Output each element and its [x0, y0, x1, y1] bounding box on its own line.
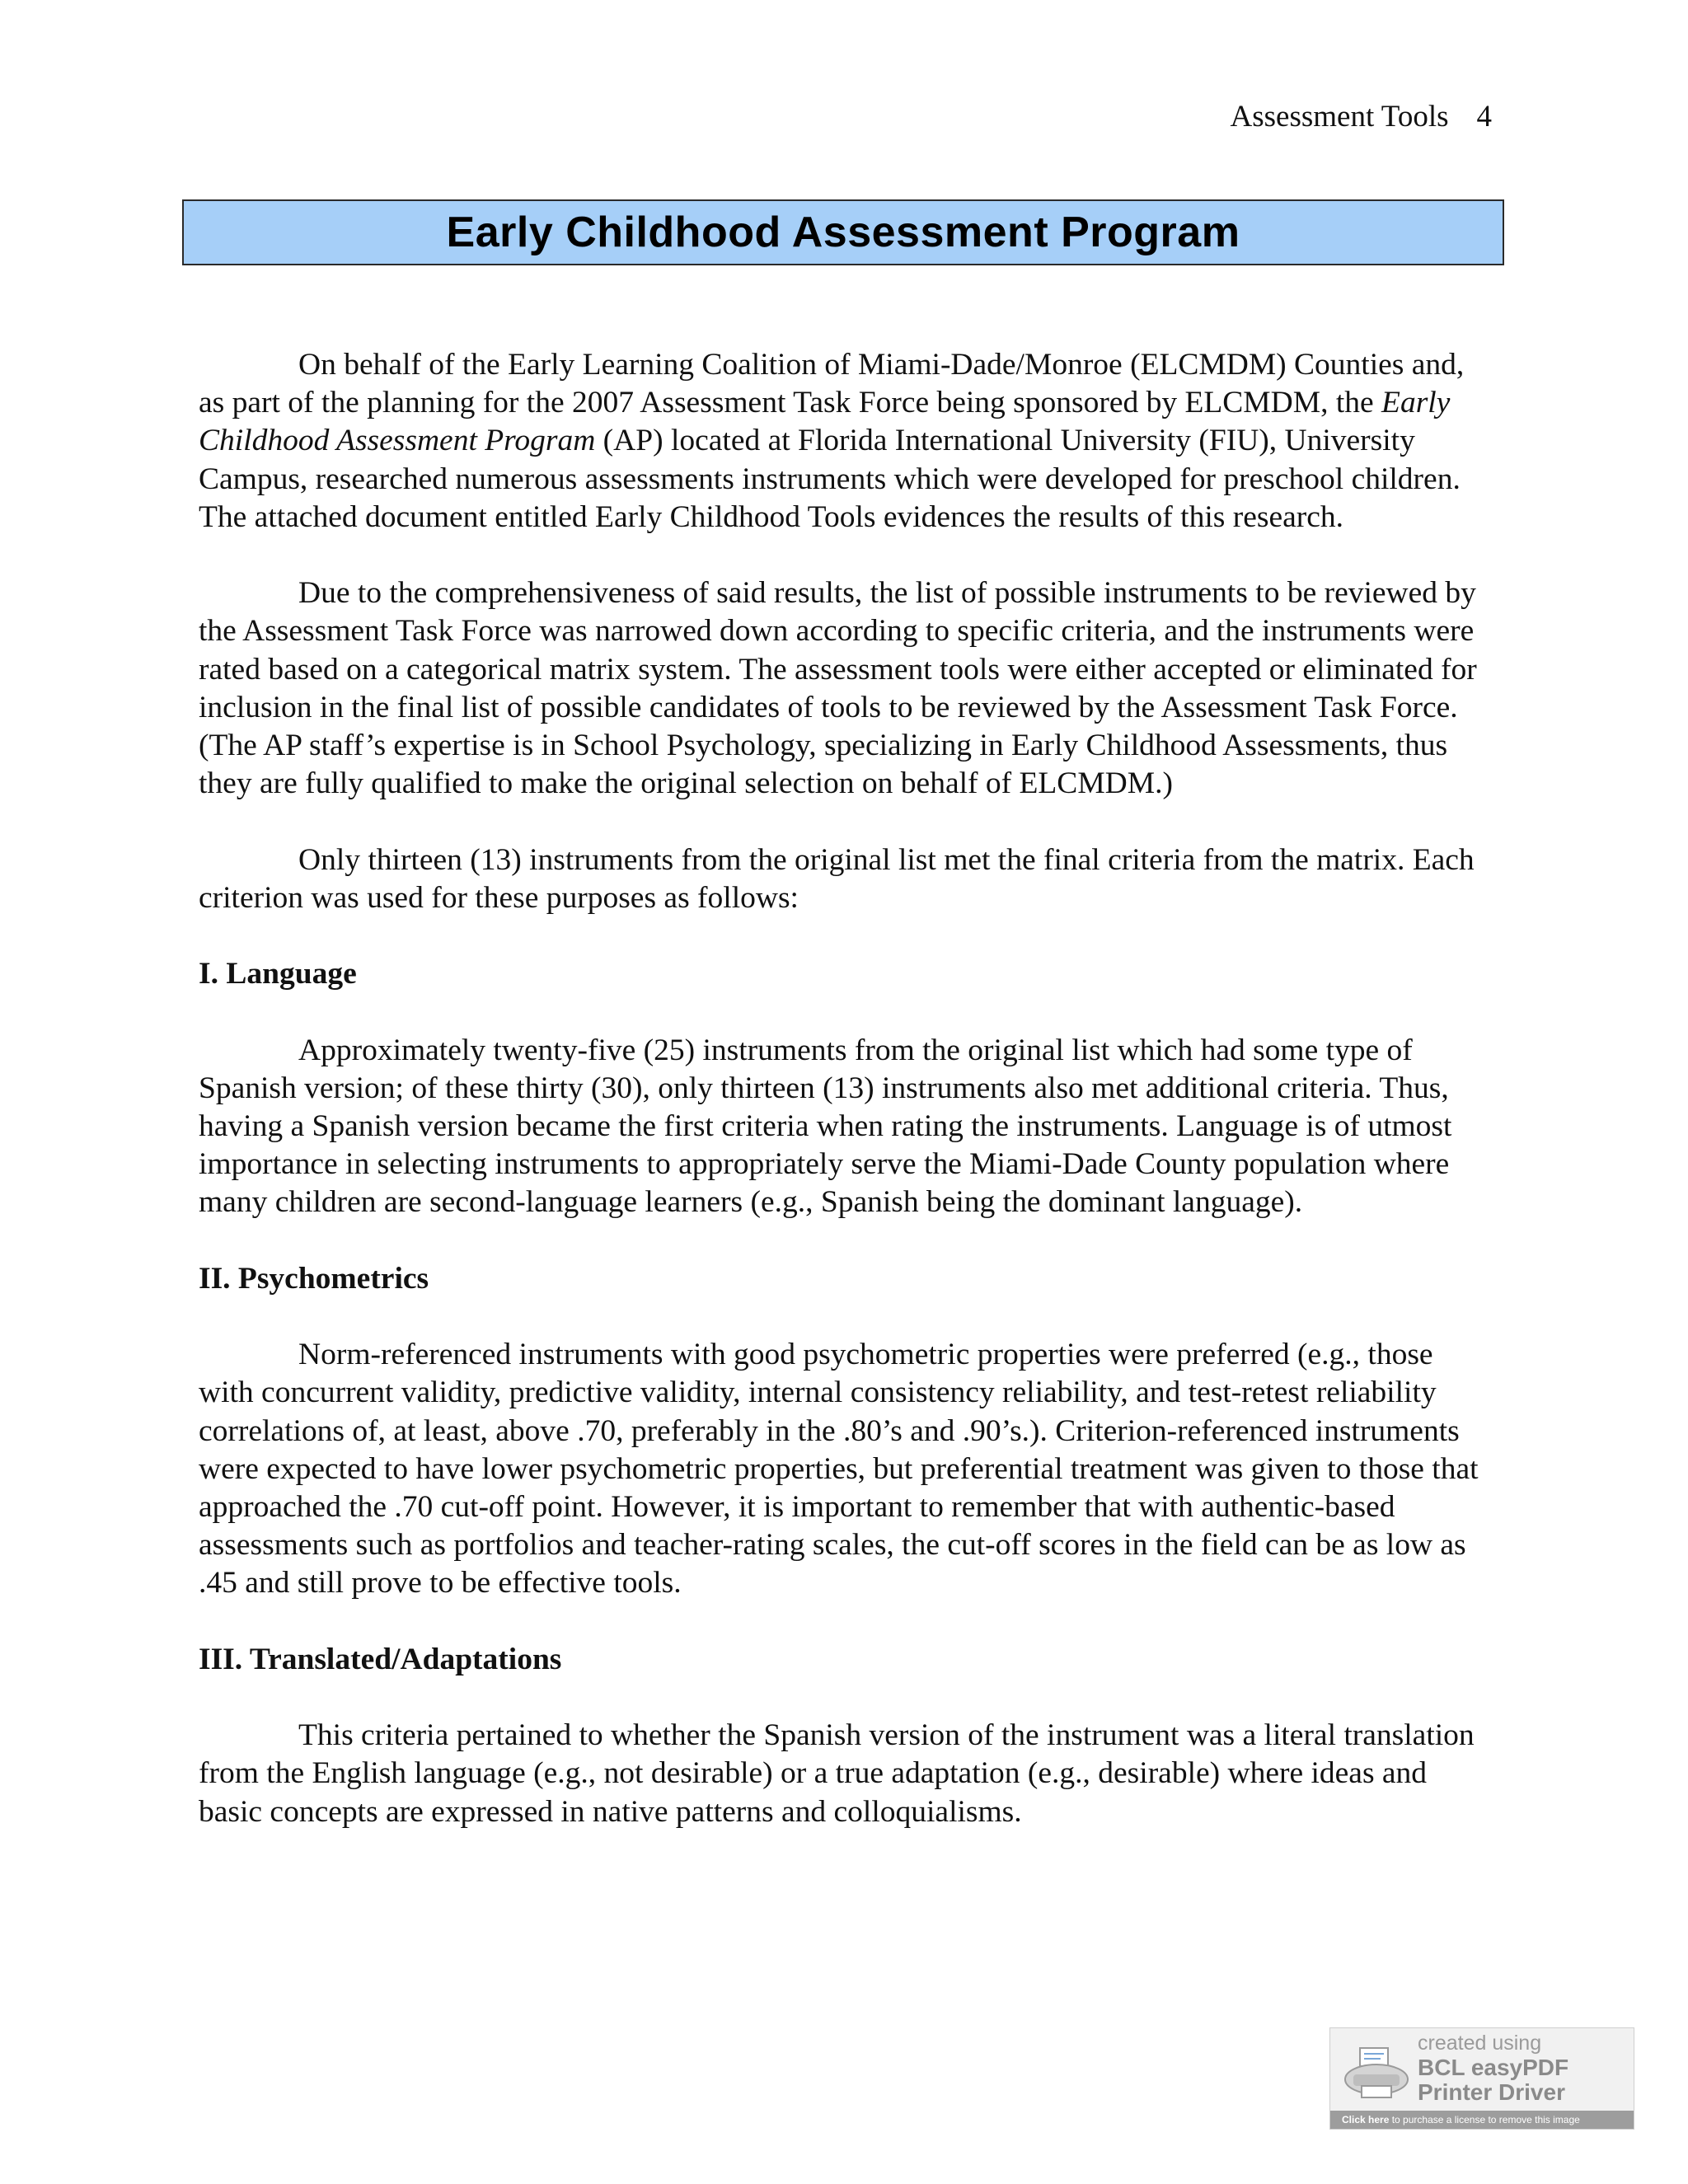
watermark-line-3: Printer Driver — [1418, 2079, 1565, 2105]
section-text-language: Approximately twenty-five (25) instruments from the original list which had some type of Spanish version; of these thirty (30), only thirteen (13) instruments also met additional criteria. Thus, having a Spanish version became the first criteria when rating the instruments. Language is of utmost importance in selecting instruments to appropriately serve the Miami-Dade County population where many children are second-language learners (e.g., Spanish being the dominant language). — [199, 1033, 1452, 1220]
title-banner — [182, 199, 1504, 265]
section-heading-psychometrics: II. Psychometrics — [199, 1261, 429, 1296]
intro-p1-end: (AP) located at Florida International University (FIU), University Campus, researched numerous assessments instruments which were developed for preschool children. The attached document entitled Early Childhood Tools evidences the results of this research. — [199, 424, 1461, 534]
page-number: 4 — [1476, 100, 1492, 134]
watermark-line-1: created using — [1418, 2032, 1542, 2055]
license-text: to purchase a license to remove this image — [1389, 2114, 1580, 2125]
section-text-psychometrics: Norm-referenced instruments with good psychometric properties were preferred (e.g., those with concurrent validity, predictive validity, internal consistency reliability, and test-retest reliability correlations of, at least, above .70, preferably in the .80’s and .90’s.). Criterion-referenced instruments were expected to have lower psychometric properties, but preferential treatment was given to those that approached the .70 cut-off point. However, it is important to remember that with authentic-based assessments such as portfolios and teacher-rating scales, the cut-off scores in the field can be as low as .45 and still prove to be effective tools. — [199, 1338, 1479, 1601]
printer-icon — [1342, 2045, 1416, 2102]
program-name: Early Childhood Assessment Program — [199, 386, 1451, 458]
watermark-badge[interactable] — [1329, 2027, 1634, 2130]
section-text-translated: This criteria pertained to whether the Spanish version of the instrument was a literal translation from the English language (e.g., not desirable) or a true adaptation (e.g., desirable) where ideas and basic concepts are expressed in native patterns and colloquialisms. — [199, 1718, 1475, 1829]
click-here-link[interactable]: Click here — [1342, 2114, 1390, 2125]
intro-paragraph-1 — [199, 346, 1491, 537]
document-title: Early Childhood Assessment Program — [446, 209, 1240, 256]
watermark-license-link[interactable] — [1330, 2111, 1634, 2129]
running-header — [1231, 99, 1493, 134]
intro-p1-start: On behalf of the Early Learning Coalition of Miami-Dade/Monroe (ELCMDM) Counties and, as part of the planning for the 2007 Assessment Task Force being sponsored by ELCMDM, the — [199, 348, 1465, 420]
section-heading-translated: III. Translated/Adaptations — [199, 1642, 562, 1676]
document-body — [199, 346, 1491, 1869]
section-heading-language: I. Language — [199, 957, 357, 991]
running-title: Assessment Tools — [1230, 100, 1449, 134]
watermark-line-2: BCL easyPDF — [1418, 2055, 1569, 2080]
intro-paragraph-3: Only thirteen (13) instruments from the original list met the final criteria from the matrix. Each criterion was used for these purposes as follows: — [199, 842, 1475, 915]
intro-paragraph-2: Due to the comprehensiveness of said results, the list of possible instruments to be reviewed by the Assessment Task Force was narrowed down according to specific criteria, and the instruments were rated based on a categorical matrix system. The assessment tools were either accepted or eliminated for inclusion in the final list of possible candidates of tools to be reviewed by the Assessment Task Force. (The AP staff’s expertise is in School Psychology, specializing in Early Childhood Assessments, thus they are fully qualified to make the original selection on behalf of ELCMDM.) — [199, 576, 1477, 801]
